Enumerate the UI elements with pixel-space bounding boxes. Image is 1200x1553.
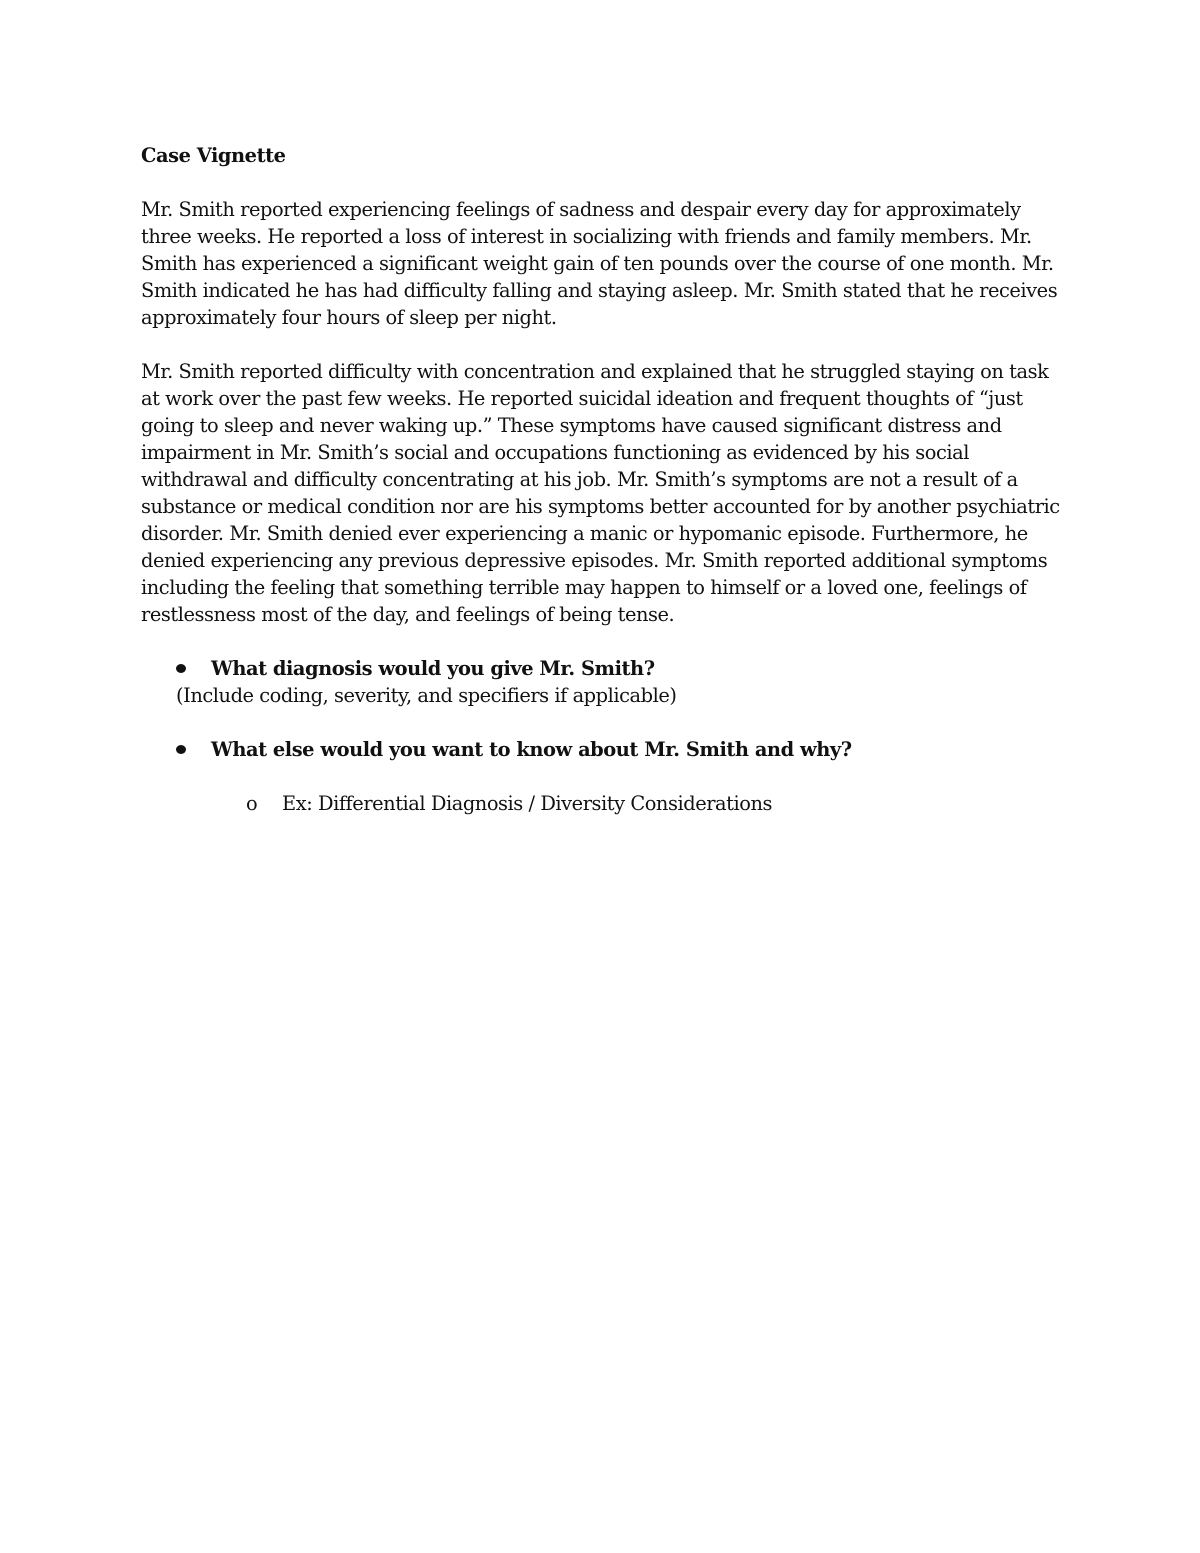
paragraph-2: Mr. Smith reported difficulty with concentration and explained that he struggled staying on task at work over the past few weeks. He reported suicidal ideation and frequent thoughts of “just going to sleep and never waking up.” These symptoms have caused significant distress and impairment in Mr. Smith’s social and occupations functioning as evidenced by his social withdrawal and difficulty concentrating at his job. Mr. Smith’s symptoms are not a result of a substance or medical condition nor are his symptoms better accounted for by another psychiatric disorder. Mr. Smith denied ever experiencing a manic or hypomanic episode. Furthermore, he denied experiencing any previous depressive episodes. Mr. Smith reported additional symptoms including the feeling that something terrible may happen to himself or a loved one, feelings of restlessness most of the day, and feelings of being tense. [141, 360, 1060, 626]
subitem-marker: o [246, 792, 258, 815]
question-2 [141, 736, 1066, 763]
question-2-subitem [141, 790, 1066, 817]
question-1 [141, 655, 1066, 709]
question-2-title: What else would you want to know about Mr. Smith and why? [211, 738, 852, 761]
question-1-note: (Include coding, severity, and specifiers if applicable) [176, 684, 677, 707]
bullet-icon [176, 745, 186, 754]
bullet-icon [176, 664, 186, 673]
document-body [141, 142, 1066, 817]
paragraph-1: Mr. Smith reported experiencing feelings of sadness and despair every day for approximately three weeks. He reported a loss of interest in socializing with friends and family members. Mr. Smith has experienced a significant weight gain of ten pounds over the course of one month. Mr. Smith indicated he has had difficulty falling and staying asleep. Mr. Smith stated that he receives approximately four hours of sleep per night. [141, 198, 1058, 329]
document-heading: Case Vignette [141, 144, 286, 167]
question-1-title: What diagnosis would you give Mr. Smith? [211, 657, 655, 680]
subitem-text: Ex: Differential Diagnosis / Diversity Considerations [282, 792, 773, 815]
